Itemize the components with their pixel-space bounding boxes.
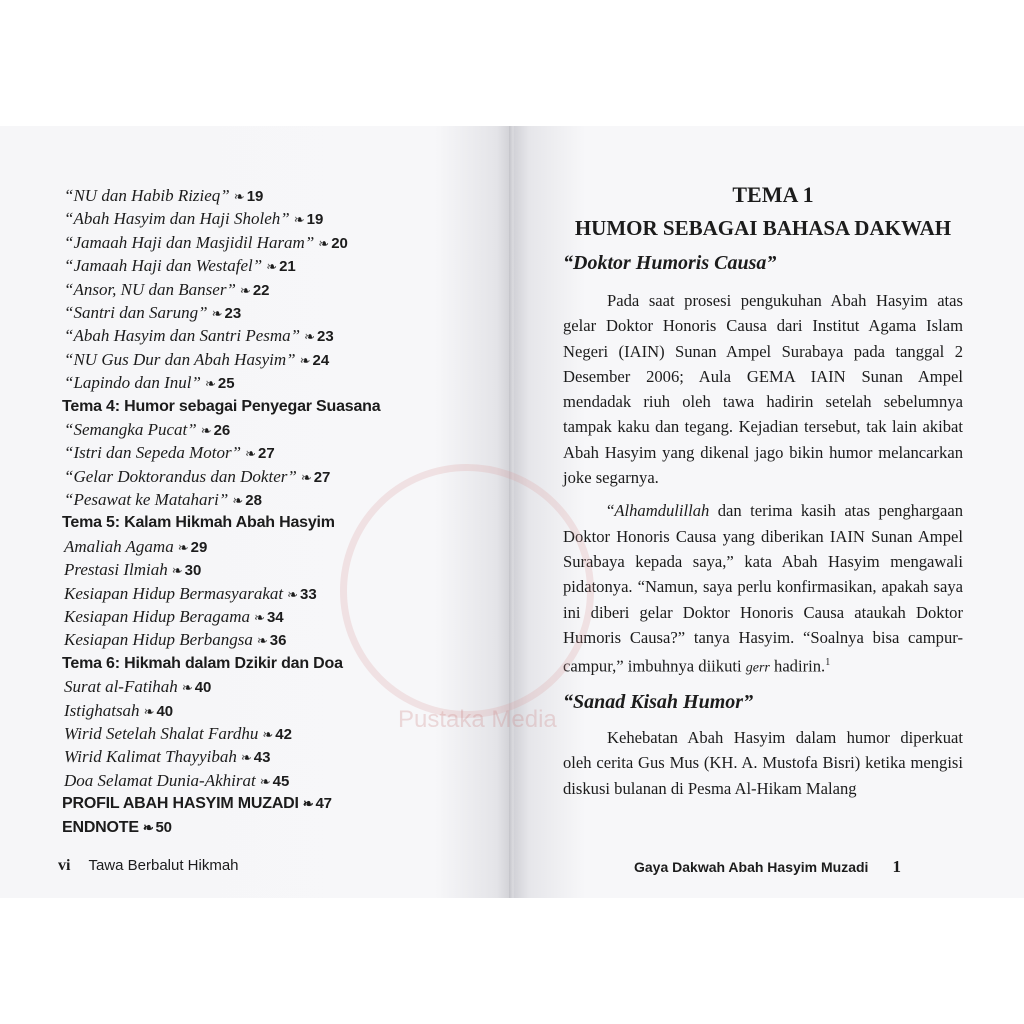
- open-quote: “: [607, 501, 615, 521]
- toc-entry: [62, 207, 492, 230]
- toc-page-number: 19: [306, 211, 324, 229]
- page-marker-icon: ❧: [239, 282, 251, 298]
- page-marker-icon: ❧: [232, 493, 244, 509]
- toc-page-number: 47: [315, 795, 332, 813]
- toc-page-number: 24: [312, 351, 330, 369]
- paragraph-3: Kehebatan Abah Hasyim dalam humor diperkuat oleh cerita Gus Mus (KH. A. Mustofa Bisri) ketika mengisi diskusi bulanan di Pesma Al-Hikam Malang: [563, 727, 963, 798]
- toc-entry: [62, 184, 492, 207]
- toc-entry-title: Prestasi Ilmiah: [64, 560, 168, 580]
- toc-entry-title: “Semangka Pucat”: [64, 419, 197, 439]
- toc-entry-title: “Santri dan Sarung”: [64, 302, 208, 322]
- left-running-title: Tawa Berbalut Hikmah: [88, 857, 239, 874]
- right-running-title: Gaya Dakwah Abah Hasyim Muzadi: [634, 859, 869, 875]
- chapter-label: TEMA 1: [732, 182, 814, 207]
- toc-entry: [62, 418, 492, 441]
- page-marker-icon: ❧: [177, 539, 189, 555]
- toc-entry-title: Tema 6: Hikmah dalam Dzikir dan Doa: [62, 654, 343, 672]
- subheading-doktor-humoris-causa: “Doktor Humoris Causa”: [563, 252, 777, 274]
- toc-section-heading: [62, 792, 492, 815]
- toc-page-number: 22: [252, 281, 270, 299]
- toc-page-number: 33: [300, 585, 317, 603]
- toc-page-number: 50: [155, 818, 172, 836]
- page-marker-icon: ❧: [293, 212, 305, 228]
- toc-entry-title: PROFIL ABAH HASYIM MUZADI: [62, 795, 299, 813]
- toc-entry-title: “Abah Hasyim dan Haji Sholeh”: [64, 209, 290, 229]
- toc-section-heading: [62, 395, 492, 418]
- toc-entry-title: Doa Selamat Dunia-Akhirat: [64, 770, 256, 790]
- toc-entry: [62, 254, 492, 277]
- toc-entry-title: Kesiapan Hidup Berbangsa: [64, 630, 253, 650]
- chapter-content: [563, 180, 963, 801]
- toc-entry-title: “Jamaah Haji dan Masjidil Haram”: [64, 232, 315, 252]
- chapter-title: HUMOR SEBAGAI BAHASA DAKWAH: [574, 216, 952, 240]
- toc-page-number: 43: [253, 749, 271, 767]
- toc-entry-title: Wirid Setelah Shalat Fardhu: [64, 723, 259, 743]
- page-marker-icon: ❧: [240, 750, 252, 766]
- toc-page-number: 36: [269, 632, 287, 650]
- watermark-logo: [340, 464, 594, 718]
- page-marker-icon: ❧: [254, 610, 265, 626]
- toc-page-number: 20: [331, 234, 348, 252]
- page-marker-icon: ❧: [245, 446, 256, 462]
- page-marker-icon: ❧: [211, 305, 223, 321]
- toc-page-number: 19: [246, 188, 264, 205]
- page-marker-icon: ❧: [259, 773, 271, 789]
- toc-entry-title: “Gelar Doktorandus dan Dokter”: [64, 466, 297, 486]
- toc-entry: [62, 324, 492, 347]
- page-marker-icon: ❧: [181, 680, 193, 696]
- paragraph-2-body: dan terima kasih atas penghargaan Doktor Honoris Causa yang diberikan IAIN Sunan Ampel Surabaya kepada saya,” kata Abah Hasyim mengawali pidatonya. “Namun, saya perlu konfirmasikan, apakah saya ini diberi gelar Doktor Honoris Causa ataukah Doktor Humoris Causa?” tanya Hasyim. “Soalnya bisa campur-campur,” imbuhnya diikuti: [563, 501, 963, 676]
- toc-entry: [62, 371, 492, 394]
- toc-page-number: 34: [266, 609, 284, 627]
- page-marker-icon: ❧: [256, 633, 268, 649]
- toc-page-number: 42: [275, 725, 292, 743]
- toc-entry-title: “NU dan Habib Rizieq”: [64, 186, 230, 205]
- page-marker-icon: ❧: [262, 726, 274, 742]
- book-spread: [0, 126, 1024, 898]
- page-marker-icon: ❧: [233, 189, 245, 204]
- page-marker-icon: ❧: [304, 329, 316, 345]
- left-page-number: vi: [58, 857, 71, 874]
- page-marker-icon: ❧: [204, 376, 216, 392]
- toc-entry-title: “Ansor, NU dan Banser”: [64, 279, 236, 299]
- toc-entry: [62, 441, 492, 464]
- toc-entry: [62, 231, 492, 254]
- toc-page-number: 21: [279, 258, 296, 276]
- toc-entry-title: Tema 4: Humor sebagai Penyegar Suasana: [62, 397, 381, 415]
- toc-entry-title: Kesiapan Hidup Beragama: [64, 607, 251, 627]
- toc-entry-title: “Lapindo dan Inul”: [64, 373, 201, 393]
- alhamdulillah-text: Alhamdulillah: [614, 501, 710, 521]
- toc-entry-title: Surat al-Fatihah: [64, 677, 178, 697]
- toc-entry: [62, 278, 492, 301]
- toc-entry-title: “Abah Hasyim dan Santri Pesma”: [64, 326, 301, 346]
- toc-page-number: 27: [313, 468, 331, 486]
- toc-page-number: 40: [194, 679, 212, 697]
- subheading-sanad-kisah-humor: “Sanad Kisah Humor”: [563, 690, 754, 713]
- toc-entry-title: “Pesawat ke Matahari”: [64, 490, 229, 510]
- page-marker-icon: ❧: [287, 586, 298, 602]
- toc-entry: [62, 301, 492, 324]
- toc-entry: [62, 348, 492, 371]
- toc-entry-title: Wirid Kalimat Thayyibah: [64, 747, 237, 767]
- toc-page-number: 23: [224, 304, 242, 322]
- toc-page-number: 29: [190, 538, 208, 556]
- watermark-text: Pustaka Media: [398, 706, 557, 733]
- toc-entry-title: Tema 5: Kalam Hikmah Abah Hasyim: [62, 514, 335, 532]
- toc-entry-title: Amaliah Agama: [64, 536, 174, 556]
- toc-page-number: 45: [272, 772, 290, 790]
- toc-page-number: 40: [156, 702, 174, 720]
- right-page: [514, 126, 1024, 898]
- page-marker-icon: ❧: [302, 796, 314, 812]
- toc-entry: [62, 769, 492, 792]
- toc-page-number: 27: [258, 445, 275, 463]
- page-marker-icon: ❧: [300, 469, 312, 485]
- paragraph-2-end: hadirin.: [769, 656, 826, 676]
- toc-entry-title: ENDNOTE: [62, 818, 139, 836]
- paragraph-2: [563, 498, 963, 681]
- page-marker-icon: ❧: [142, 819, 154, 835]
- toc-entry-title: “Jamaah Haji dan Westafel”: [64, 256, 263, 276]
- paragraph-1: Pada saat prosesi pengukuhan Abah Hasyim atas gelar Doktor Honoris Causa dari Institut Agama Islam Negeri (IAIN) Sunan Ampel Surabaya pada tanggal 2 Desember 2006; Aula GEMA IAIN Sunan Ampel mendadak riuh oleh tawa hadirin setelah sebelumnya tampak kaku dan tegang. Kejadian tersebut, tak lain akibat Abah Hasyim yang dikenal jago bikin humor melancarkan joke segarnya.: [563, 291, 963, 488]
- page-marker-icon: ❧: [171, 563, 183, 579]
- page-marker-icon: ❧: [318, 235, 330, 251]
- toc-section-heading: [62, 816, 492, 839]
- toc-page-number: 23: [317, 328, 334, 346]
- right-page-footer: [634, 857, 901, 877]
- toc-entry-title: “Istri dan Sepeda Motor”: [64, 443, 242, 463]
- toc-entry: [62, 745, 492, 768]
- toc-page-number: 26: [213, 421, 231, 439]
- right-page-number: 1: [892, 857, 901, 876]
- toc-entry-title: Kesiapan Hidup Bermasyarakat: [64, 583, 284, 603]
- toc-page-number: 30: [184, 562, 202, 580]
- page-marker-icon: ❧: [266, 259, 278, 275]
- page-marker-icon: ❧: [143, 703, 155, 719]
- left-page-footer: [58, 857, 239, 875]
- footnote-marker: 1: [825, 657, 831, 669]
- gerr-text: gerr: [745, 660, 770, 676]
- toc-entry-title: “NU Gus Dur dan Abah Hasyim”: [64, 349, 296, 369]
- toc-page-number: 28: [245, 492, 262, 510]
- toc-entry-title: Istighatsah: [64, 700, 140, 720]
- page-marker-icon: ❧: [200, 422, 212, 438]
- page-marker-icon: ❧: [299, 352, 311, 368]
- toc-page-number: 25: [217, 375, 235, 393]
